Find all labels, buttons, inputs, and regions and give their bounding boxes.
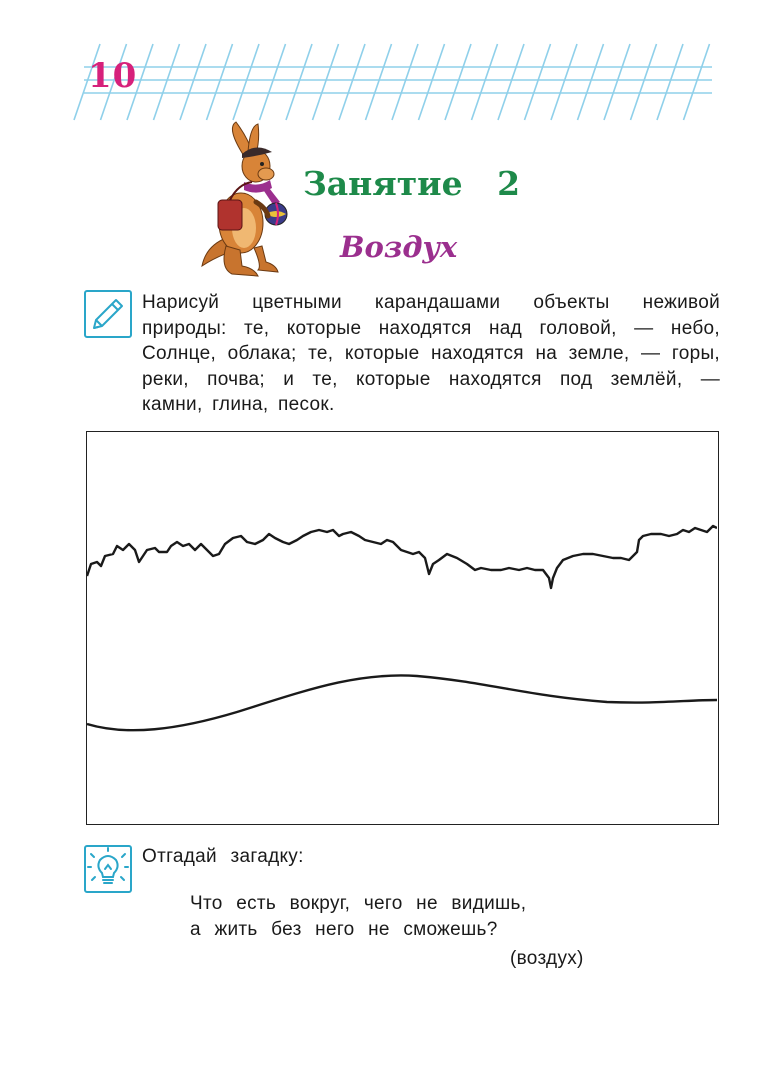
riddle-line-2: а жить без него не сможешь? bbox=[190, 919, 498, 940]
header-slant-line bbox=[657, 44, 683, 120]
header-slant-line bbox=[207, 44, 233, 120]
header-slant-line bbox=[154, 44, 180, 120]
riddle-line-1: Что есть вокруг, чего не видишь, bbox=[190, 893, 527, 914]
header-slant-line bbox=[551, 44, 577, 120]
header-slant-line bbox=[684, 44, 710, 120]
light-bulb-icon bbox=[84, 845, 132, 893]
page-number: 10 bbox=[88, 56, 138, 96]
header-slant-line bbox=[498, 44, 524, 120]
lesson-title: Занятие 2 bbox=[303, 164, 521, 203]
riddle-answer: (воздух) bbox=[510, 948, 584, 969]
horizon-and-ground-outlines bbox=[87, 432, 717, 823]
header-slant-line bbox=[604, 44, 630, 120]
header-slant-line bbox=[313, 44, 339, 120]
header-slant-line bbox=[445, 44, 471, 120]
task-instructions-riddle: Отгадай загадку: bbox=[142, 846, 304, 867]
header-slant-line bbox=[286, 44, 312, 120]
header-slant-line bbox=[472, 44, 498, 120]
header-slant-line bbox=[260, 44, 286, 120]
task-instructions-drawing: Нарисуй цветными карандашами объекты неживой природы: те, которые находятся над головой, — небо, Солнце, облака; те, которые находятся на земле, — горы, реки, почва; и те, которые находятся под землёй, — камни, глина, песок. bbox=[142, 292, 720, 415]
header-slant-line bbox=[578, 44, 604, 120]
header-slant-line bbox=[233, 44, 259, 120]
header-slant-line bbox=[366, 44, 392, 120]
header-slant-line bbox=[180, 44, 206, 120]
header-slant-line bbox=[339, 44, 365, 120]
kangaroo-mascot-illustration bbox=[196, 118, 296, 280]
header-slant-line bbox=[392, 44, 418, 120]
header-slant-line bbox=[631, 44, 657, 120]
drawing-area[interactable] bbox=[86, 431, 719, 825]
header-slant-line bbox=[525, 44, 551, 120]
header-slant-line bbox=[419, 44, 445, 120]
riddle-text bbox=[190, 891, 526, 943]
topic-title: Воздух bbox=[340, 230, 458, 264]
pencil-icon bbox=[84, 290, 132, 338]
